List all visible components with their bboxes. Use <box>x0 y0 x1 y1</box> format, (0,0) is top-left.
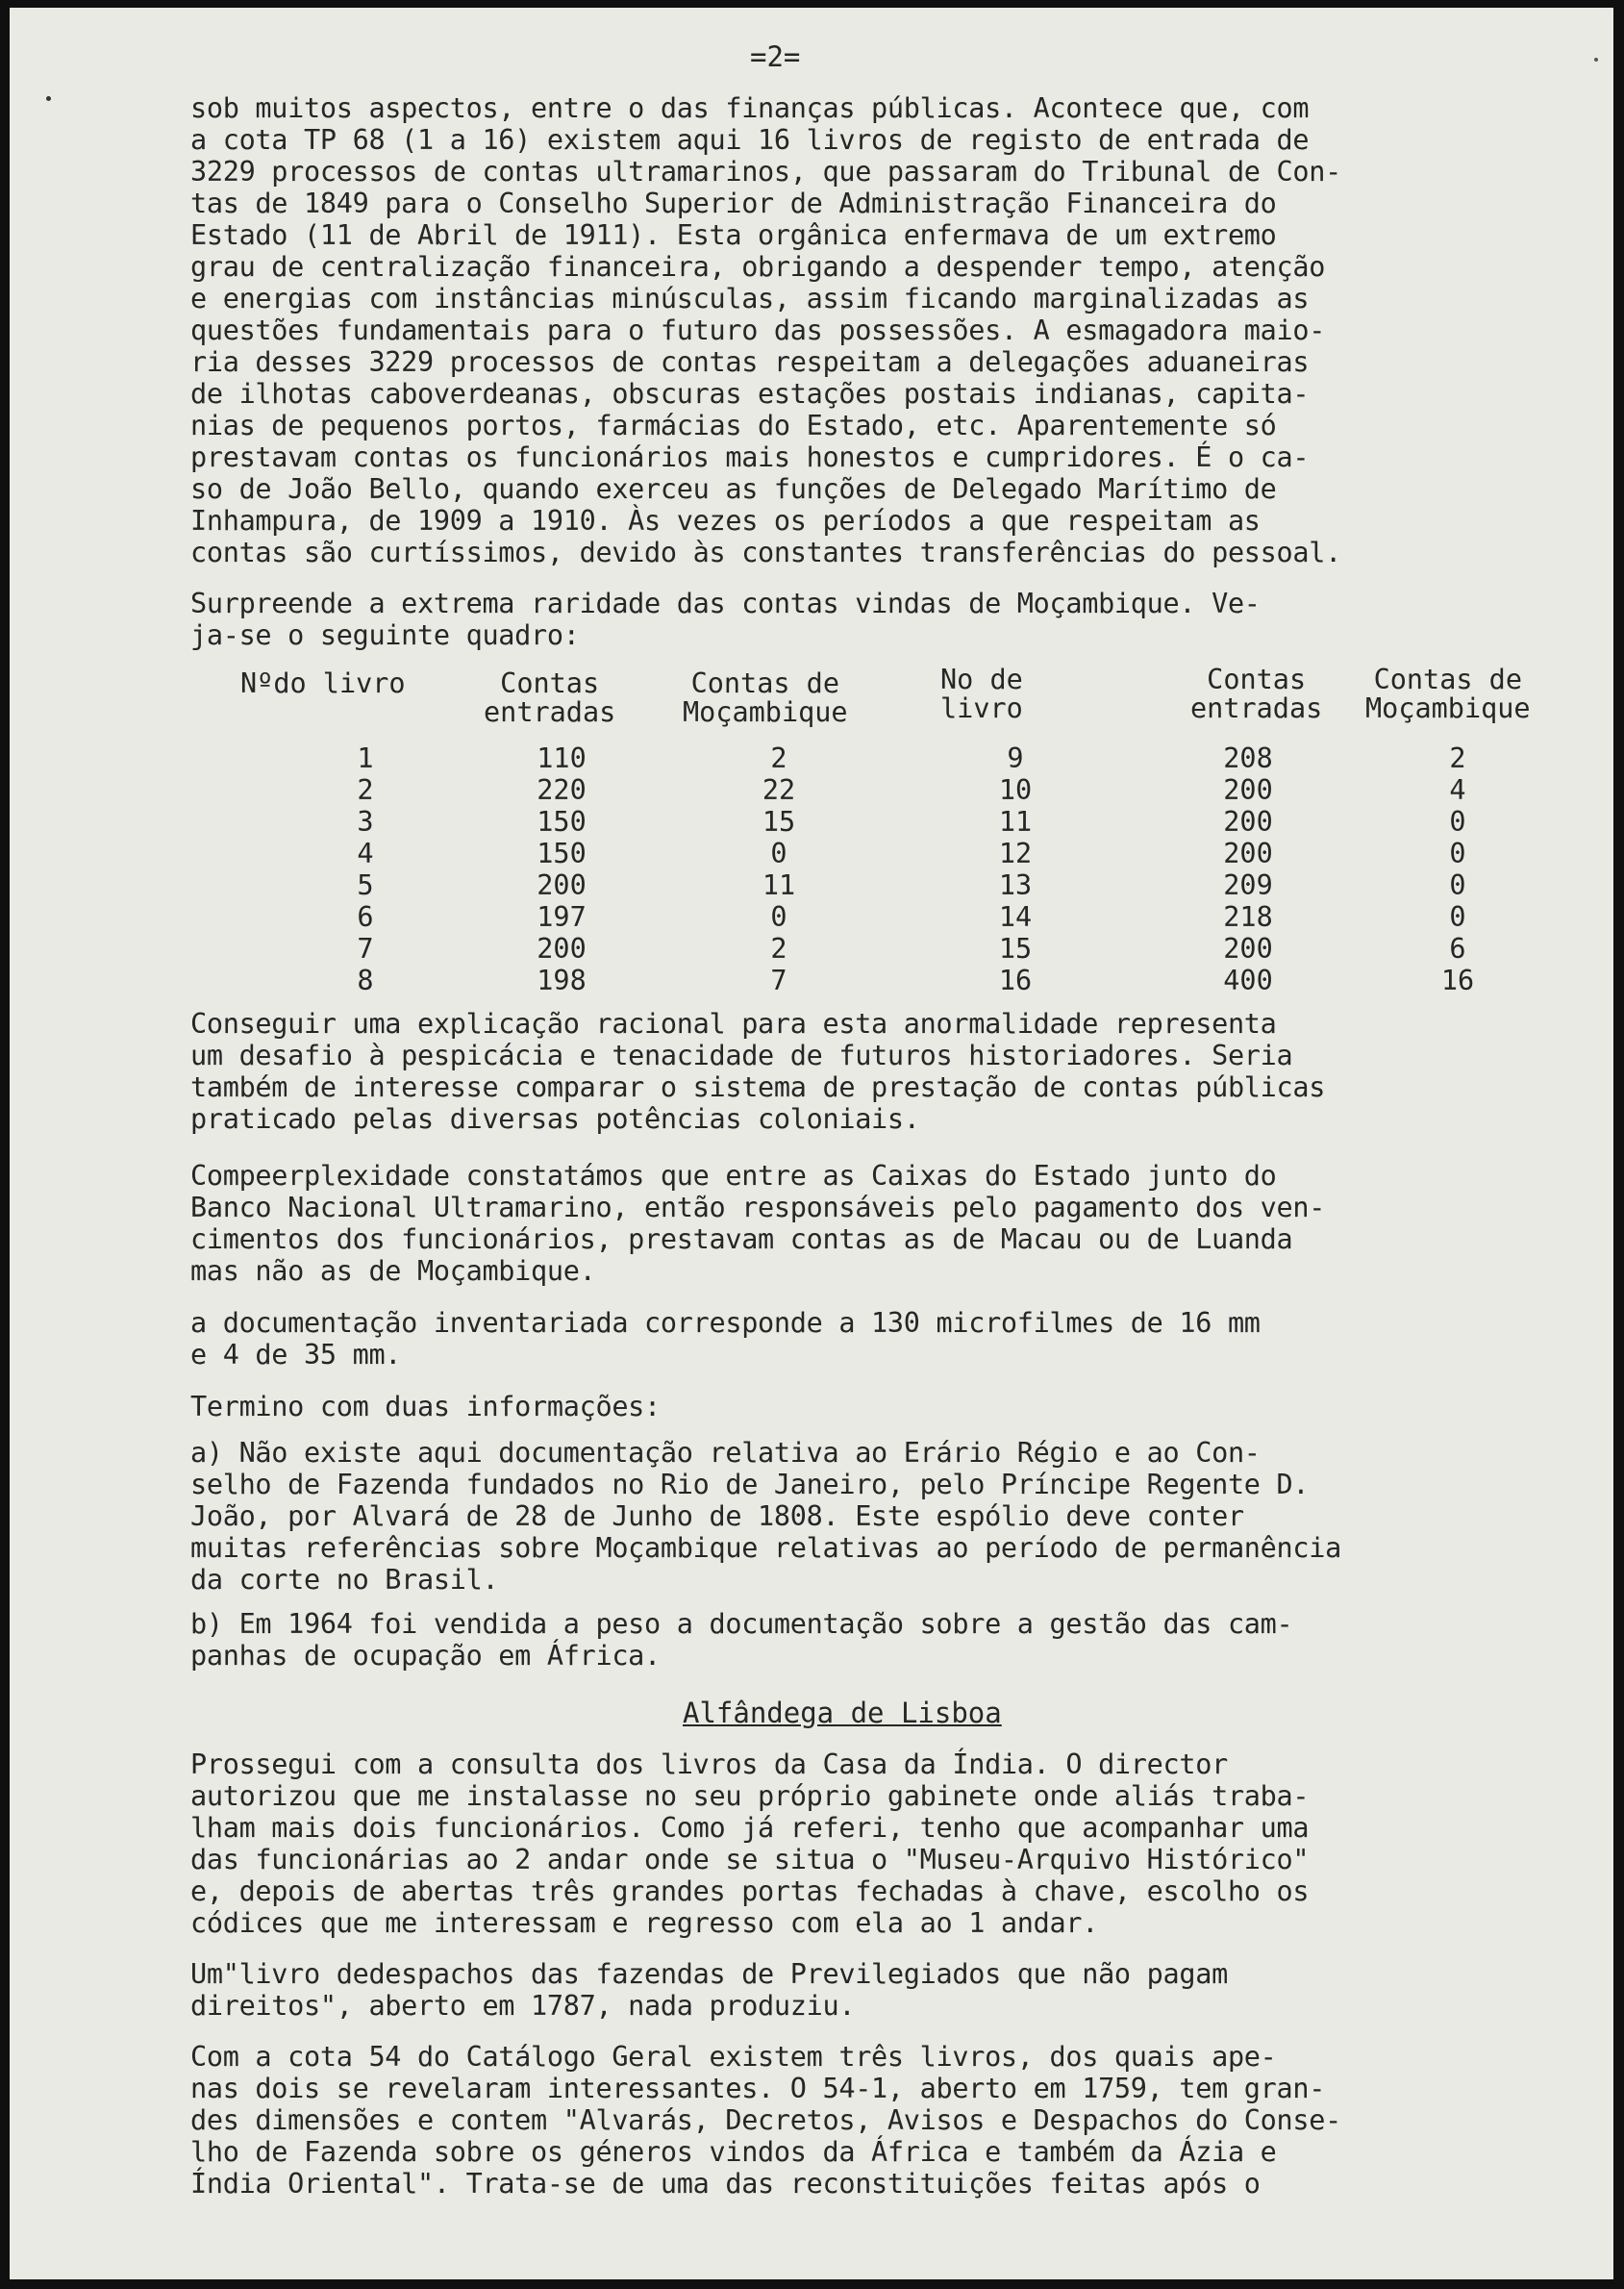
text-line: contas são curtíssimos, devido às constantes transferências do pessoal. <box>190 537 1341 568</box>
ink-mark <box>1594 58 1598 62</box>
text-line: Conseguir uma explicação racional para esta anormalidade representa <box>190 1008 1277 1040</box>
table-cell: 12 <box>998 838 1033 869</box>
table-cell: 198 <box>537 965 587 996</box>
table-cell: 14 <box>998 901 1033 933</box>
text-line: Termino com duas informações: <box>190 1391 661 1422</box>
table-cell: 4 <box>1449 774 1466 806</box>
text-line: Inhampura, de 1909 a 1910. Às vezes os períodos a que respeitam as <box>190 505 1261 537</box>
text-line: a) Não existe aqui documentação relativa ao Erário Régio e ao Con- <box>190 1437 1261 1469</box>
text-line: Estado (11 de Abril de 1911). Esta orgânica enfermava de um extremo <box>190 219 1277 251</box>
text-line: Banco Nacional Ultramarino, então responsáveis pelo pagamento dos ven- <box>190 1192 1326 1223</box>
table-cell: 220 <box>537 774 587 806</box>
paragraph-prossegui <box>190 1748 1596 1939</box>
table-cell: 2 <box>1449 742 1466 774</box>
column-mocambique-a <box>712 742 846 996</box>
table-cell: 2 <box>770 742 787 774</box>
text-line: lham mais dois funcionários. Como já referi, tenho que acompanhar uma <box>190 1812 1310 1844</box>
text-line: a cota TP 68 (1 a 16) existem aqui 16 livros de registo de entrada de <box>190 124 1310 156</box>
table-cell: 200 <box>1223 806 1273 838</box>
table-cell: 0 <box>1449 869 1466 901</box>
table-cell: 197 <box>537 901 587 933</box>
table-cell: 9 <box>1007 742 1024 774</box>
text-line: tas de 1849 para o Conselho Superior de Administração Financeira do <box>190 188 1277 219</box>
table-cell: 6 <box>1449 933 1466 965</box>
text-line: de ilhotas caboverdeanas, obscuras estações postais indianas, capita- <box>190 378 1310 410</box>
table-cell: 11 <box>762 869 796 901</box>
text-line: ja-se o seguinte quadro: <box>190 619 580 651</box>
text-line: questões fundamentais para o futuro das possessões. A esmagadora maio- <box>190 314 1326 346</box>
column-entradas-b <box>1181 742 1315 996</box>
table-cell: 110 <box>537 742 587 774</box>
text-line: nias de pequenos portos, farmácias do Estado, etc. Aparentemente só <box>190 410 1277 441</box>
page-number: =2= <box>750 40 801 73</box>
paragraph-termino <box>190 1391 1596 1422</box>
table-cell: 0 <box>1449 806 1466 838</box>
typed-page <box>10 8 1613 2279</box>
text-line: Compeerplexidade constatámos que entre as Caixas do Estado junto do <box>190 1160 1277 1192</box>
table-cell: 7 <box>770 965 787 996</box>
column-livro-b <box>948 742 1083 996</box>
table-cell: 13 <box>998 869 1033 901</box>
table-cell: 0 <box>1449 838 1466 869</box>
text-line: nas dois se revelaram interessantes. O 54-1, aberto em 1759, tem gran- <box>190 2073 1326 2104</box>
text-line: da corte no Brasil. <box>190 1564 499 1596</box>
paragraph-livro-despachos <box>190 1958 1596 2022</box>
text-line: e 4 de 35 mm. <box>190 1339 402 1371</box>
text-line: cimentos dos funcionários, prestavam contas as de Macau ou de Luanda <box>190 1223 1293 1255</box>
table-cell: 2 <box>357 774 374 806</box>
table-cell: 150 <box>537 806 587 838</box>
table-cell: 4 <box>357 838 374 869</box>
text-line: Índia Oriental". Trata-se de uma das reconstituições feitas após o <box>190 2168 1261 2200</box>
table-cell: 8 <box>357 965 374 996</box>
text-line: Um"livro dedespachos das fazendas de Previlegiados que não pagam <box>190 1958 1228 1990</box>
table-cell: 200 <box>1223 774 1273 806</box>
table-cell: 0 <box>1449 901 1466 933</box>
table-cell: 0 <box>770 838 787 869</box>
table-cell: 200 <box>537 933 587 965</box>
text-line: muitas referências sobre Moçambique relativas ao período de permanência <box>190 1532 1341 1564</box>
paragraph-complexidade <box>190 1160 1596 1287</box>
text-line: um desafio à pespicácia e tenacidade de futuros historiadores. Seria <box>190 1040 1293 1071</box>
text-line: também de interesse comparar o sistema de prestação de contas públicas <box>190 1071 1326 1103</box>
text-line: ria desses 3229 processos de contas respeitam a delegações aduaneiras <box>190 346 1310 378</box>
table-cell: 6 <box>357 901 374 933</box>
text-line: e energias com instâncias minúsculas, assim ficando marginalizadas as <box>190 283 1310 314</box>
paragraph-item-b <box>190 1608 1596 1672</box>
table-cell: 16 <box>998 965 1033 996</box>
table-cell: 208 <box>1223 742 1273 774</box>
text-line: Surpreende a extrema raridade das contas vindas de Moçambique. Ve- <box>190 588 1261 619</box>
section-heading: Alfândega de Lisboa <box>683 1697 1002 1729</box>
column-entradas-a <box>494 742 629 996</box>
table-cell: 16 <box>1440 965 1475 996</box>
table-cell: 0 <box>770 901 787 933</box>
text-line: Prossegui com a consulta dos livros da Casa da Índia. O director <box>190 1748 1228 1780</box>
table-cell: 200 <box>1223 838 1273 869</box>
ink-mark <box>46 96 51 101</box>
table-cell: 2 <box>770 933 787 965</box>
paragraph-item-a <box>190 1437 1596 1596</box>
column-mocambique-b <box>1390 742 1525 996</box>
table-cell: 7 <box>357 933 374 965</box>
text-line: a documentação inventariada corresponde a 130 microfilmes de 16 mm <box>190 1307 1261 1339</box>
table-cell: 3 <box>357 806 374 838</box>
table-cell: 10 <box>998 774 1033 806</box>
text-line: so de João Bello, quando exerceu as funções de Delegado Marítimo de <box>190 473 1277 505</box>
table-cell: 209 <box>1223 869 1273 901</box>
text-line: selho de Fazenda fundados no Rio de Janeiro, pelo Príncipe Regente D. <box>190 1469 1310 1500</box>
text-line: códices que me interessam e regresso com ela ao 1 andar. <box>190 1907 1099 1939</box>
text-line: das funcionárias ao 2 andar onde se situa o "Museu-Arquivo Histórico" <box>190 1844 1310 1875</box>
text-line: praticado pelas diversas potências coloniais. <box>190 1103 920 1135</box>
text-line: sob muitos aspectos, entre o das finanças públicas. Acontece que, com <box>190 92 1310 124</box>
header-no-livro-a: Nºdo livro <box>240 667 406 699</box>
column-livro-a <box>298 742 433 996</box>
text-line: grau de centralização financeira, obrigando a despender tempo, atenção <box>190 251 1326 283</box>
table-cell: 150 <box>537 838 587 869</box>
text-line: Com a cota 54 do Catálogo Geral existem três livros, dos quais ape- <box>190 2041 1277 2073</box>
paragraph-finance <box>190 92 1596 568</box>
text-line: prestavam contas os funcionários mais honestos e cumpridores. É o ca- <box>190 441 1310 473</box>
text-line: b) Em 1964 foi vendida a peso a documentação sobre a gestão das cam- <box>190 1608 1293 1640</box>
text-line: lho de Fazenda sobre os géneros vindos da África e também da Ázia e <box>190 2136 1277 2168</box>
table-cell: 400 <box>1223 965 1273 996</box>
header-entradas-b: Contas entradas <box>1190 664 1323 724</box>
text-line: des dimensões e contem "Alvarás, Decretos, Avisos e Despachos do Conse- <box>190 2104 1341 2136</box>
paragraph-conseguir <box>190 1008 1596 1135</box>
table-cell: 5 <box>357 869 374 901</box>
text-line: mas não as de Moçambique. <box>190 1255 596 1287</box>
table-cell: 1 <box>357 742 374 774</box>
header-mocambique-a: Contas de Moçambique <box>683 667 848 728</box>
table-cell: 11 <box>998 806 1033 838</box>
paragraph-cota-54 <box>190 2041 1596 2200</box>
paragraph-documentacao <box>190 1307 1596 1371</box>
header-entradas-a: Contas entradas <box>484 667 616 728</box>
text-line: direitos", aberto em 1787, nada produziu. <box>190 1990 856 2022</box>
table-cell: 200 <box>1223 933 1273 965</box>
header-no-livro-b: No de livro <box>940 664 1023 724</box>
table-cell: 22 <box>762 774 796 806</box>
text-line: autorizou que me instalasse no seu próprio gabinete onde aliás traba- <box>190 1780 1310 1812</box>
text-line: 3229 processos de contas ultramarinos, que passaram do Tribunal de Con- <box>190 156 1341 188</box>
table-cell: 200 <box>537 869 587 901</box>
text-line: panhas de ocupação em África. <box>190 1640 661 1672</box>
table-cell: 15 <box>998 933 1033 965</box>
header-mocambique-b: Contas de Moçambique <box>1365 664 1531 724</box>
text-line: e, depois de abertas três grandes portas fechadas à chave, escolho os <box>190 1875 1310 1907</box>
table-cell: 15 <box>762 806 796 838</box>
text-line: João, por Alvará de 28 de Junho de 1808. Este espólio deve conter <box>190 1500 1244 1532</box>
table-cell: 218 <box>1223 901 1273 933</box>
paragraph-surpreende <box>190 588 1596 651</box>
